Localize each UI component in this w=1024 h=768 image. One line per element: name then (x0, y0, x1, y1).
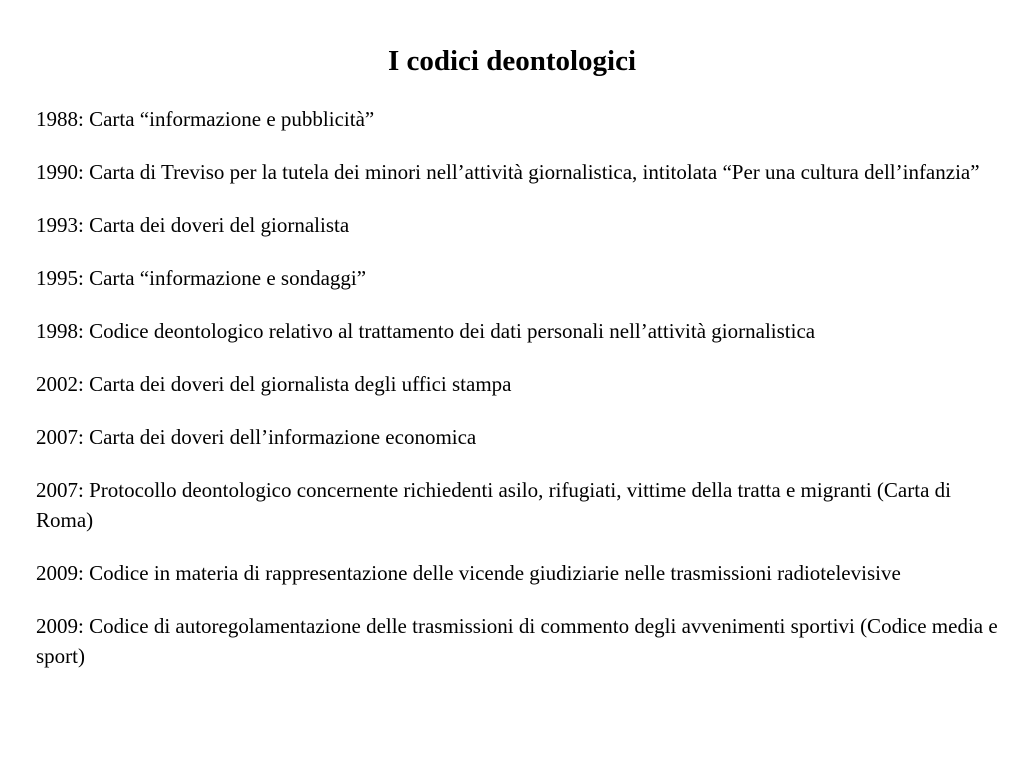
list-item: 2002: Carta dei doveri del giornalista degli uffici stampa (36, 372, 512, 396)
list-item: 1993: Carta dei doveri del giornalista (36, 213, 350, 237)
list-item: 2009: Codice in materia di rappresentazione delle vicende giudiziarie nelle trasmissioni radiotelevisive (36, 561, 901, 585)
list-item: 1990: Carta di Treviso per la tutela dei minori nell’attività giornalistica, intitolata “Per una cultura dell’infanzia” (36, 160, 980, 184)
list-item: 2009: Codice di autoregolamentazione delle trasmissioni di commento degli avvenimenti sportivi (Codice media e sport) (36, 614, 998, 668)
slide-title: I codici deontologici (387, 45, 637, 77)
list-item: 2007: Protocollo deontologico concernente richiedenti asilo, rifugiati, vittime della tratta e migranti (Carta di Roma) (36, 478, 951, 532)
codes-list (36, 104, 1004, 694)
list-item: 1988: Carta “informazione e pubblicità” (36, 107, 375, 131)
list-item: 1995: Carta “informazione e sondaggi” (36, 266, 367, 290)
list-item: 1998: Codice deontologico relativo al trattamento dei dati personali nell’attività giornalistica (36, 319, 816, 343)
list-item: 2007: Carta dei doveri dell’informazione economica (36, 425, 477, 449)
